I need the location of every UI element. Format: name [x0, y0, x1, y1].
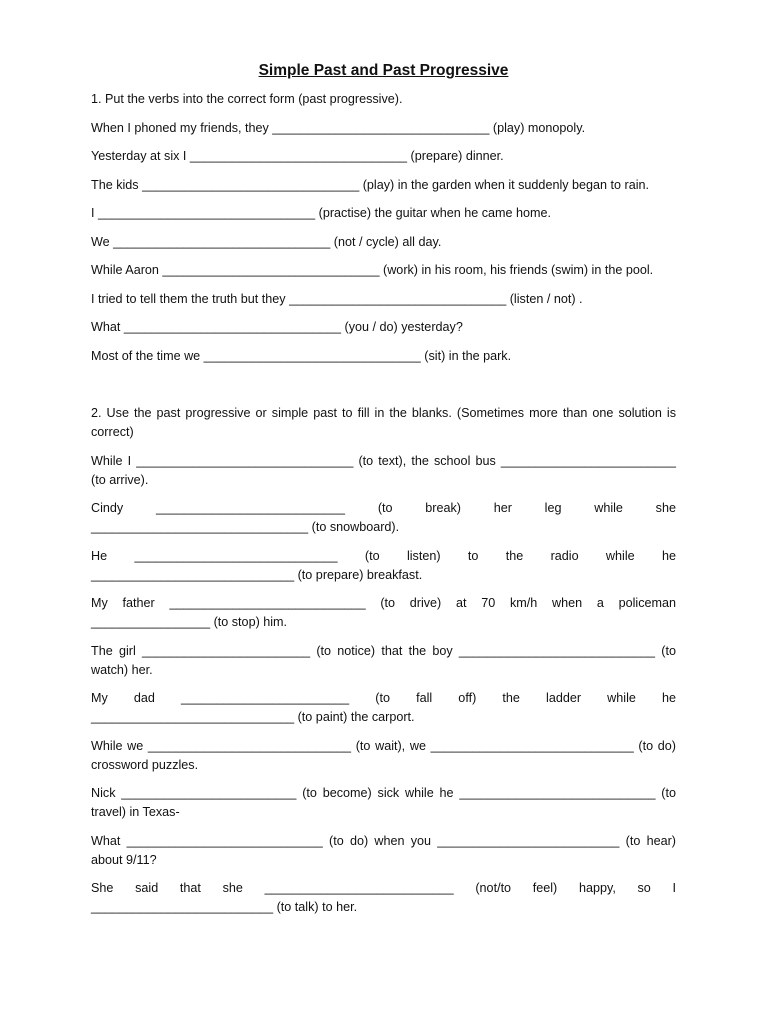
exercise-1-item-4: I _______________________________ (practise) the guitar when he came home. [91, 206, 552, 220]
exercise-1-item-6: While Aaron _______________________________ (work) in his room, his friends (swim) in the pool. [91, 263, 654, 277]
exercise-1-item-9: Most of the time we _______________________________ (sit) in the park. [91, 348, 512, 363]
exercise-1-item-2: Yesterday at six I _______________________________ (prepare) dinner. [91, 149, 504, 163]
exercise-1-item-7: I tried to tell them the truth but they _______________________________ (listen / not) . [91, 291, 583, 306]
exercise-2-item-7: While we _____________________________ (to wait), we _____________________________ (to do) crossword puzzles. [91, 738, 676, 772]
exercise-2-item-10: She said that she ___________________________ (not/to feel) happy, so I __________________________ (to talk) to her. [91, 881, 676, 914]
section-spacer [91, 375, 676, 404]
exercise-2-item-1: While I _______________________________ (to text), the school bus _________________________ (to arrive). [91, 453, 676, 487]
worksheet [91, 58, 676, 927]
exercise-1-item-8: What _______________________________ (you / do) yesterday? [91, 320, 463, 334]
exercise-2-item-5: The girl ________________________ (to notice) that the boy ____________________________ (to watch) her. [91, 643, 676, 677]
exercise-2-item-9: What ____________________________ (to do) when you __________________________ (to hear) about 9/11? [91, 833, 676, 867]
exercise-2-item-4: My father ____________________________ (to drive) at 70 km/h when a policeman _________________ (to stop) him. [91, 596, 676, 629]
exercise-2-item-6: My dad ________________________ (to fall off) the ladder while he _____________________________ (to paint) the carport. [91, 691, 676, 724]
exercise-1-item-3: The kids _______________________________ (play) in the garden when it suddenly began to rain. [91, 177, 650, 192]
page-title: Simple Past and Past Progressive [258, 62, 509, 79]
section1-instruction: 1. Put the verbs into the correct form (past progressive). [91, 92, 403, 106]
exercise-2-item-3: He _____________________________ (to listen) to the radio while he _____________________________ (to prepare) breakfast. [91, 548, 676, 582]
exercise-2-item-2: Cindy ___________________________ (to break) her leg while she _______________________________ (to snowboard). [91, 501, 676, 534]
exercise-2-item-8: Nick _________________________ (to become) sick while he ____________________________ (to travel) in Texas- [91, 786, 676, 819]
exercise-1-item-1: When I phoned my friends, they _______________________________ (play) monopoly. [91, 120, 586, 135]
exercise-1-item-5: We _______________________________ (not / cycle) all day. [91, 234, 442, 249]
section2-instruction: 2. Use the past progressive or simple past to fill in the blanks. (Sometimes more than one solution is correct) [91, 406, 676, 439]
